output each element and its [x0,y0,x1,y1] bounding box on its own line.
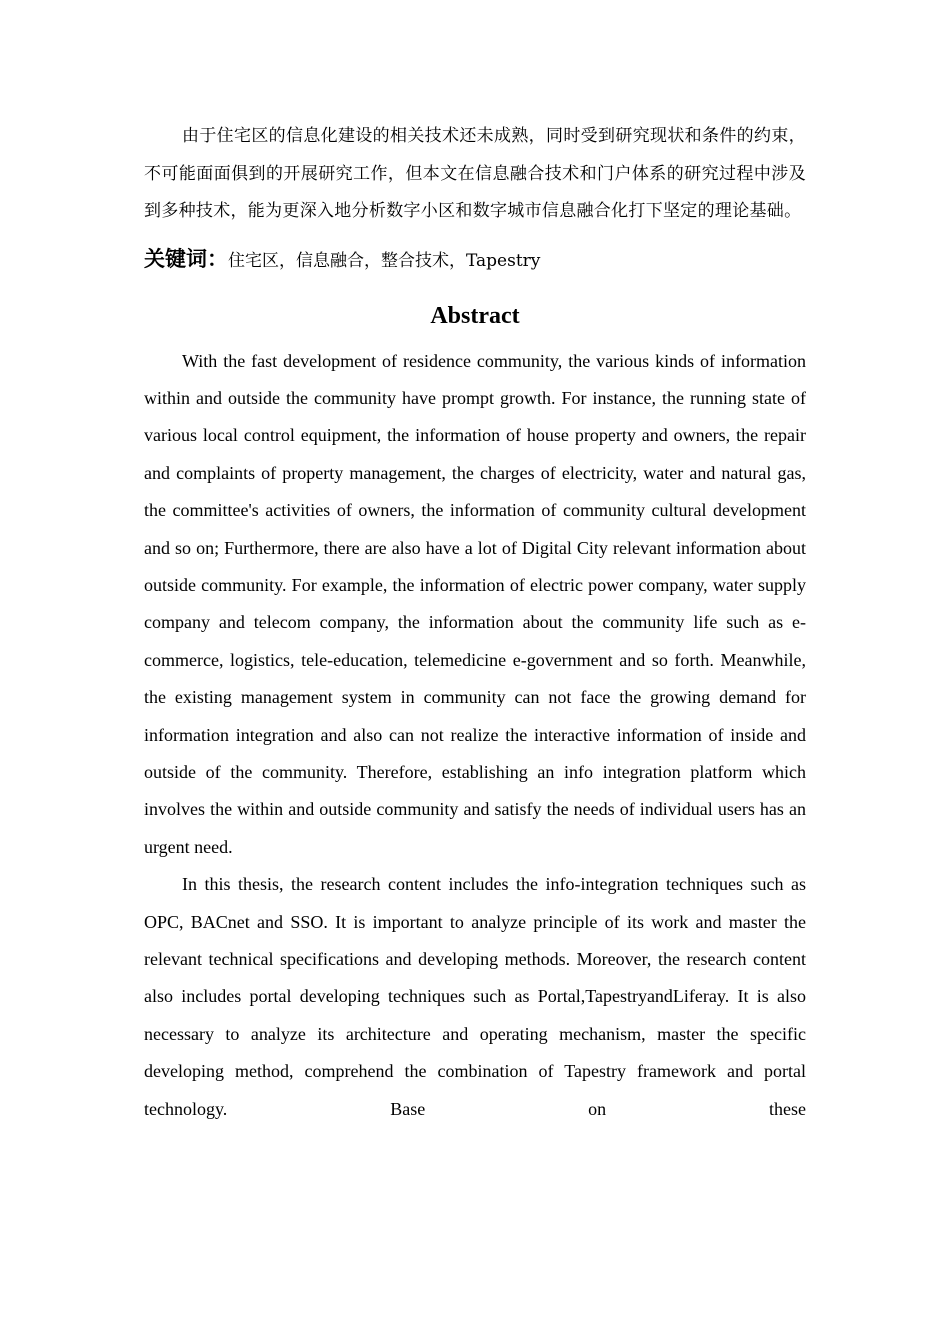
keywords-line [144,239,806,281]
abstract-title: Abstract [430,302,520,329]
keywords-label: 关键词： [144,246,228,271]
chinese-abstract-paragraph: 由于住宅区的信息化建设的相关技术还未成熟，同时受到研究现状和条件的约束，不可能面面俱到的开展研究工作，但本文在信息融合技术和门户体系的研究过程中涉及到多种技术，能为更深入地分析数字小区和数字城市信息融合化打下坚定的理论基础。 [144,126,806,221]
document-page [144,118,806,1128]
abstract-paragraph-2: In this thesis, the research content includes the info-integration techniques such as OPC, BACnet and SSO. It is important to analyze principle of its work and master the relevant technical specifications and developing methods. Moreover, the research content also includes portal developing techniques such as Portal,TapestryandLiferay. It is also necessary to analyze its architecture and operating mechanism, master the specific developing method, comprehend the combination of Tapestry framework and portal technology. Base on these [144,874,806,1119]
abstract-paragraph-1: With the fast development of residence community, the various kinds of information within and outside the community have prompt growth. For instance, the running state of various local control equipment, the information of house property and owners, the repair and complaints of property management, the charges of electricity, water and natural gas, the committee's activities of owners, the information of community cultural development and so on; Furthermore, there are also have a lot of Digital City relevant information about outside community. For example, the information of electric power company, water supply company and telecom company, the information about the community life such as e-commerce, logistics, tele-education, telemedicine e-government and so forth. Meanwhile, the existing management system in community can not face the growing demand for information integration and also can not realize the interactive information of inside and outside of the community. Therefore, establishing an info integration platform which involves the within and outside community and satisfy the needs of individual users has an urgent need. [144,350,806,857]
keywords-text: 住宅区，信息融合，整合技术，Tapestry [228,250,541,271]
